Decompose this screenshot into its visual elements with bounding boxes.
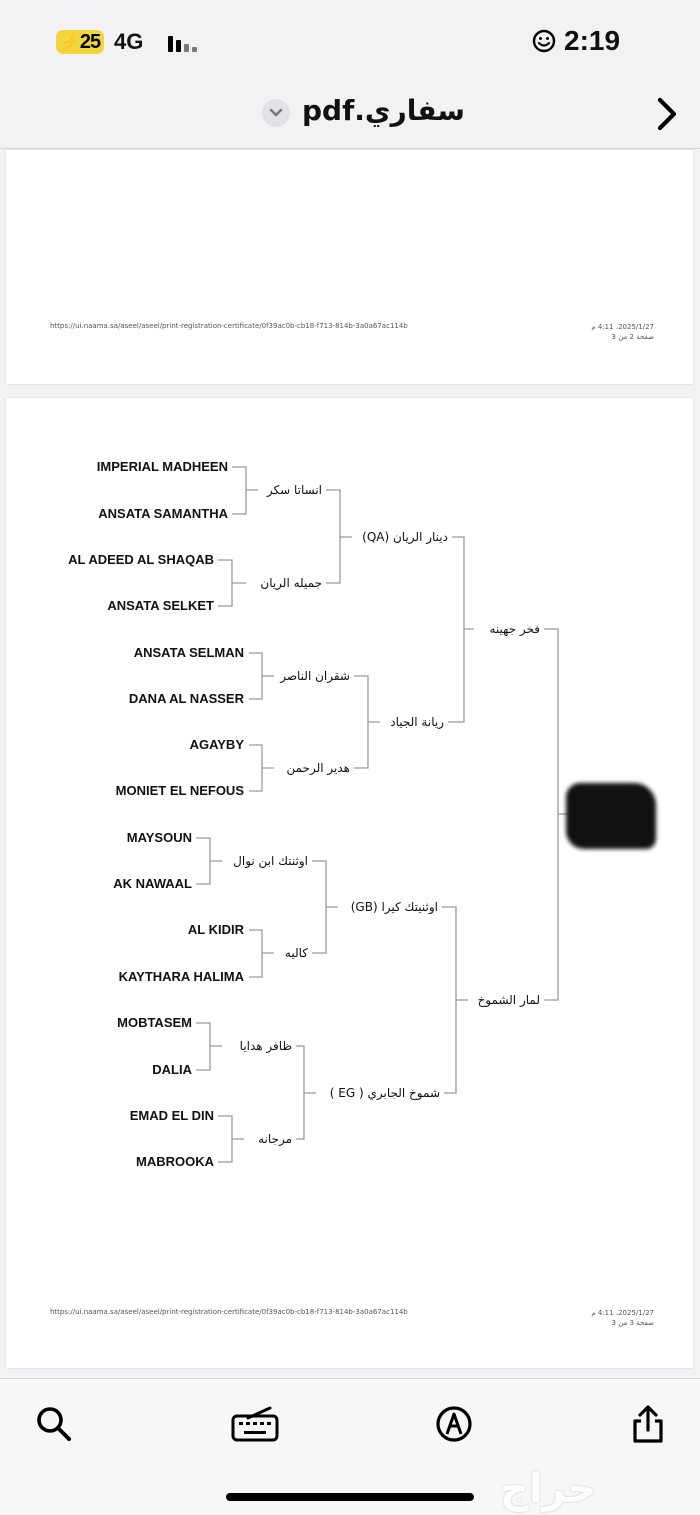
clock: 2:19 [564, 25, 621, 56]
gen3-name: اوثنتك ابن نوال [233, 854, 308, 868]
chevron-right-icon[interactable] [652, 96, 682, 132]
title-menu-button[interactable] [262, 99, 290, 127]
pedigree-lines [6, 398, 693, 1368]
charging-icon: ⚡ [59, 34, 79, 51]
page-number: صفحة 2 من 3 [611, 333, 654, 341]
page-date: 2025/1/27، 4:11 م [591, 323, 654, 331]
gen3-name: شقران الناصر [280, 669, 350, 683]
gen3-name: انساتا سكر [266, 483, 322, 497]
keyboard-icon[interactable] [230, 1404, 280, 1444]
signal-icon [168, 34, 198, 52]
gen4-name: ANSATA SAMANTHA [98, 506, 228, 521]
gen3-name: كاليه [284, 946, 308, 960]
gen3-name: ظافر هدايا [239, 1039, 292, 1053]
gen2-name: دينار الريان (QA) [362, 530, 448, 544]
gen4-name: AL KIDIR [187, 922, 244, 937]
gen3-name: هدير الرحمن [286, 761, 350, 775]
gen4-name: MONIET EL NEFOUS [115, 783, 244, 798]
gen4-name: ANSATA SELKET [107, 598, 214, 613]
gen4-name: KAYTHARA HALIMA [118, 969, 244, 984]
page-url: https://ui.naama.sa/aseel/aseel/print-registration-certificate/0f39ac0b-cb18-f713-814b-3a0a67ac114b [50, 322, 408, 330]
gen2-name: شموخ الجابري ( EG ) [329, 1086, 440, 1100]
gen4-name: MAYSOUN [126, 830, 192, 845]
network-type: 4G [114, 29, 144, 54]
page-footer [546, 322, 654, 342]
gen4-name: ANSATA SELMAN [133, 645, 244, 660]
search-icon[interactable] [34, 1404, 74, 1444]
home-indicator[interactable] [226, 1493, 474, 1501]
pdf-page-3 [6, 398, 693, 1368]
gen4-name: AGAYBY [189, 737, 244, 752]
sire-name: فخر جهينه [489, 622, 540, 636]
gen3-name: جميله الريان [260, 576, 322, 590]
share-icon[interactable] [628, 1404, 668, 1444]
gen4-name: MOBTASEM [117, 1015, 192, 1030]
document-title[interactable]: سفاري.pdf [302, 94, 465, 127]
gen4-name: DALIA [152, 1062, 192, 1077]
gen3-name: مرجانه [258, 1132, 292, 1146]
markup-icon[interactable] [434, 1404, 474, 1444]
battery-level: 25 [79, 30, 101, 53]
gen4-name: DANA AL NASSER [128, 691, 244, 706]
chevron-down-icon [269, 108, 283, 118]
gen4-name: AL ADEED AL SHAQAB [68, 552, 214, 567]
focus-smile-icon [532, 29, 556, 53]
status-bar [0, 0, 700, 80]
page-date: 2025/1/27، 4:11 م [591, 1309, 654, 1317]
page-number: صفحة 3 من 3 [611, 1319, 654, 1327]
gen4-name: MABROOKA [136, 1154, 214, 1169]
gen4-name: IMPERIAL MADHEEN [96, 459, 228, 474]
gen2-name: اوثنيتك كيرا (GB) [350, 900, 438, 914]
dam-name: لمار الشموخ [477, 993, 540, 1007]
pdf-page-2 [6, 150, 693, 384]
gen4-name: AK NAWAAL [113, 876, 192, 891]
gen2-name: ريانة الجياد [390, 715, 444, 729]
document-title-bar [0, 80, 700, 149]
page-footer [546, 1308, 654, 1328]
gen4-name: EMAD EL DIN [129, 1108, 214, 1123]
redacted-horse-name [566, 783, 656, 849]
battery-indicator [56, 30, 104, 54]
watermark-logo: حراج [500, 1466, 597, 1512]
page-url: https://ui.naama.sa/aseel/aseel/print-registration-certificate/0f39ac0b-cb18-f713-814b-3a0a67ac114b [50, 1308, 408, 1316]
